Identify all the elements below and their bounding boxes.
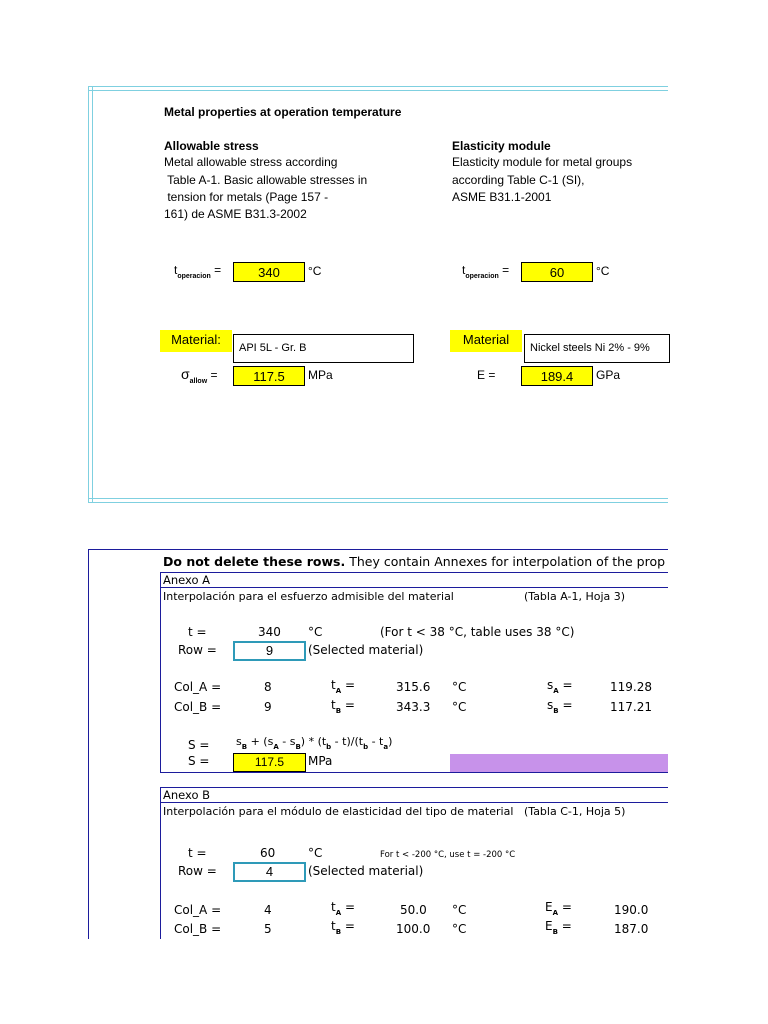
a-t-value: 340 [258,625,281,639]
a-row-note: (Selected material) [308,643,424,657]
b-cola-value: 4 [264,903,272,917]
a-ta-unit: °C [452,680,467,694]
annex-b-left-line [160,787,161,939]
b-ta-label: $t_A$ = [331,900,356,917]
b-row-input[interactable]: 4 [233,862,306,882]
a-cola-label: Col_A = [174,680,222,694]
b-row-note: (Selected material) [308,864,424,878]
b-colb-value: 5 [264,922,272,936]
material-select[interactable]: API 5L - Gr. B [233,334,414,363]
sigma-allow-value: 117.5 [233,366,305,386]
b-tb-label: $t_B$ = [331,919,355,936]
b-eb-value: 187.0 [614,922,649,936]
e-label: E = [477,368,496,382]
panel-left-border [88,86,93,502]
a-s-unit: MPa [308,754,333,768]
panel-top-border [88,86,668,91]
a-row-input[interactable]: 9 [233,641,306,661]
b-tb-unit: °C [452,922,467,936]
b-t-value: 60 [260,846,276,860]
annex-a-line [160,572,668,573]
a-sa-value: 119.28 [610,680,652,694]
allowable-desc-line: tension for metals (Page 157 - [164,190,329,204]
a-s-label: S = [188,754,210,768]
annex-b-table-ref: (Tabla C-1, Hoja 5) [524,805,626,818]
e-material-label: Material [450,330,522,352]
a-s-value: 117.5 [233,753,306,772]
annex-b-line [160,802,668,803]
sigma-allow-label: $\sigma_{allow}$ = [181,366,218,385]
allowable-desc-line: Metal allowable stress according [164,155,338,169]
a-s-formula: $s_B + (s_A - s_B) * (t_b - t)/(t_b - t_a)$ [236,735,393,751]
annex-top-border [88,549,668,550]
annex-a-left-line [160,572,161,772]
a-s-formula-label: S = [188,738,210,752]
a-ta-label: $t_A$ = [331,678,356,695]
t-operacion-label: $t_{operacion}$ = [174,263,222,280]
elasticity-desc-line: Elasticity module for metal groups [452,155,633,169]
elasticity-desc-line: according Table C-1 (SI), [452,173,585,187]
annex-b-title: Anexo B [163,788,211,802]
a-t-note: (For t < 38 °C, table uses 38 °C) [380,625,575,639]
b-t-note: For t < -200 °C, use t = -200 °C [380,850,516,860]
sigma-unit: MPa [308,368,333,382]
allowable-heading: Allowable stress [164,139,259,153]
a-cola-value: 8 [264,680,272,694]
panel-bottom-border [88,498,668,503]
a-colb-label: Col_B = [174,700,222,714]
a-sa-label: $s_A$ = [547,678,573,695]
b-ea-value: 190.0 [614,903,649,917]
b-row-label: Row = [178,864,217,878]
b-ta-value: 50.0 [400,903,427,917]
annex-b-line [160,787,668,788]
elasticity-desc-line: ASME B31.1-2001 [452,190,552,204]
b-eb-label: $E_B$ = [545,919,572,936]
allowable-desc-line: 161) de ASME B31.3-2002 [164,207,307,221]
a-ta-value: 315.6 [396,680,431,694]
elasticity-heading: Elasticity module [452,139,551,153]
annex-a-line [160,587,668,588]
a-tb-value: 343.3 [396,700,431,714]
a-t-label: t = [188,625,207,639]
b-tb-value: 100.0 [396,922,431,936]
annex-b-subtitle: Interpolación para el módulo de elasticidad del tipo de material [163,805,514,818]
annex-warning: Do not delete these rows. They contain Annexes for interpolation of the prop [163,554,666,569]
annex-a-bottom-line [160,772,668,773]
a-sb-label: $s_B$ = [547,698,573,715]
allowable-desc-line: Table A-1. Basic allowable stresses in [164,173,368,187]
b-ea-label: $E_A$ = [545,900,572,917]
a-tb-label: $t_B$ = [331,698,355,715]
b-ta-unit: °C [452,903,467,917]
a-t-unit: °C [308,625,323,639]
a-colb-value: 9 [264,700,272,714]
panel-title: Metal properties at operation temperature [164,105,402,119]
e-t-unit: °C [596,264,610,278]
a-row-label: Row = [178,643,217,657]
e-material-select[interactable]: Nickel steels Ni 2% - 9% [524,334,670,363]
a-sb-value: 117.21 [610,700,652,714]
t-unit: °C [308,264,322,278]
b-t-unit: °C [308,846,323,860]
a-highlight-cell [450,754,668,772]
e-t-operacion-input[interactable]: 60 [521,262,593,282]
annex-a-title: Anexo A [163,573,211,587]
annex-a-subtitle: Interpolación para el esfuerzo admisible del material [163,590,454,603]
material-label: Material: [160,330,232,352]
annex-left-border [88,549,89,939]
annex-a-table-ref: (Tabla A-1, Hoja 3) [524,590,626,603]
e-unit: GPa [596,368,621,382]
a-tb-unit: °C [452,700,467,714]
b-t-label: t = [188,846,207,860]
b-colb-label: Col_B = [174,922,222,936]
e-value: 189.4 [521,366,593,386]
b-cola-label: Col_A = [174,903,222,917]
e-t-operacion-label: $t_{operacion}$ = [462,263,510,280]
t-operacion-input[interactable]: 340 [233,262,305,282]
